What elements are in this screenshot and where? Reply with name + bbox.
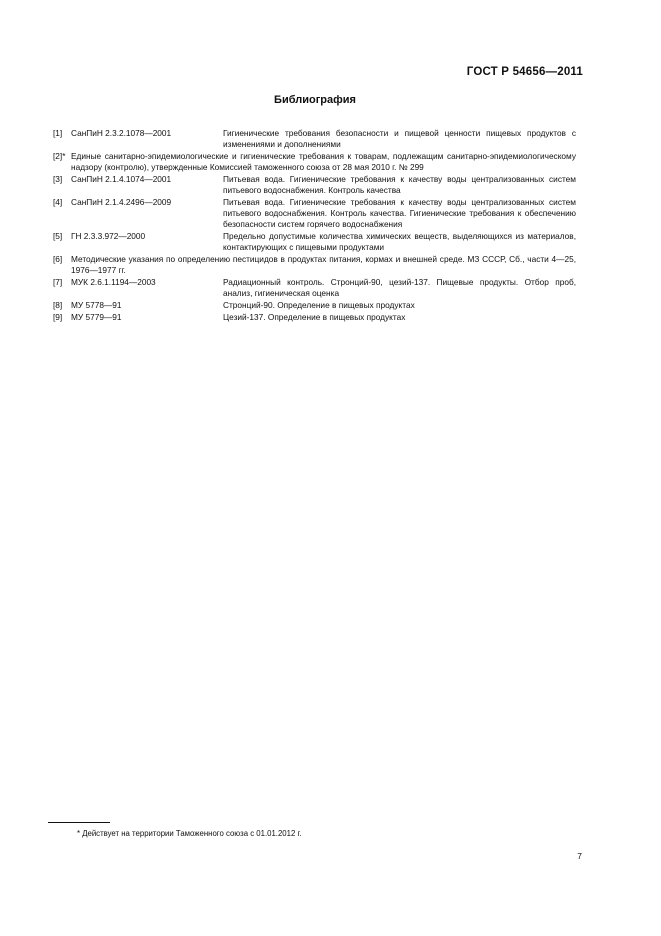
entry-document: МУК 2.6.1.1194—2003 [71,277,156,287]
entry-description: Гигиенические требования безопасности и пищевой ценности пищевых продуктов с изменениями и дополнениями [223,128,576,149]
bibliography-entry-4 [53,197,576,230]
document-code: ГОСТ Р 54656—2011 [466,66,583,78]
entry-description: Стронций-90. Определение в пищевых продуктах [223,300,415,310]
entry-number: [5] [53,231,63,241]
entry-description: Предельно допустимые количества химических веществ, выделяющихся из материалов, контактирующих с пищевыми продуктами [223,231,576,252]
entry-document: ГН 2.3.3.972—2000 [71,231,146,241]
bibliography-list [53,128,576,324]
entry-document: МУ 5779—91 [71,312,122,322]
bibliography-entry-1 [53,128,576,150]
entry-description: Радиационный контроль. Стронций-90, цезий-137. Пищевые продукты. Отбор проб, анализ, гигиеническая оценка [223,277,576,298]
entry-number: [8] [53,300,63,310]
bibliography-entry-6 [53,254,576,276]
footnote: * Действует на территории Таможенного союза с 01.01.2012 г. [77,829,302,838]
footnote-divider [48,822,110,823]
entry-description: Питьевая вода. Гигиенические требования к качеству воды централизованных систем питьевого водоснабжения. Контроль качества [223,174,576,195]
entry-document: СанПиН 2.1.4.1074—2001 [71,174,172,184]
entry-description: Питьевая вода. Гигиенические требования к качеству воды централизованных систем питьевого водоснабжения. Контроль качества. Гигиенические требования к обеспечению безопасности систем горячего водоснабжения [223,197,576,229]
bibliography-entry-7 [53,277,576,299]
entry-number: [7] [53,277,63,287]
entry-full-text: Методические указания по определению пестицидов в продуктах питания, кормах и внешней среде. МЗ СССР, Сб., части 4—25, 1976—1977 гг. [71,254,576,275]
page-number: 7 [577,851,582,861]
entry-document: СанПиН 2.3.2.1078—2001 [71,128,172,138]
entry-number: [6] [53,254,63,264]
entry-document: СанПиН 2.1.4.2496—2009 [71,197,172,207]
bibliography-entry-2 [53,151,576,173]
bibliography-entry-9 [53,312,576,323]
entry-number: [2]* [53,151,66,161]
bibliography-entry-8 [53,300,576,311]
entry-full-text: Единые санитарно-эпидемиологические и гигиенические требования к товарам, подлежащим санитарно-эпидемиологическому надзору (контролю), утвержденные Комиссией таможенного союза от 28 мая 2010 г. № 299 [71,151,576,172]
entry-number: [9] [53,312,63,322]
page-title: Библиография [274,94,356,106]
entry-document: МУ 5778—91 [71,300,122,310]
bibliography-entry-3 [53,174,576,196]
entry-number: [1] [53,128,63,138]
entry-number: [3] [53,174,63,184]
entry-number: [4] [53,197,63,207]
entry-description: Цезий-137. Определение в пищевых продуктах [223,312,406,322]
bibliography-entry-5 [53,231,576,253]
